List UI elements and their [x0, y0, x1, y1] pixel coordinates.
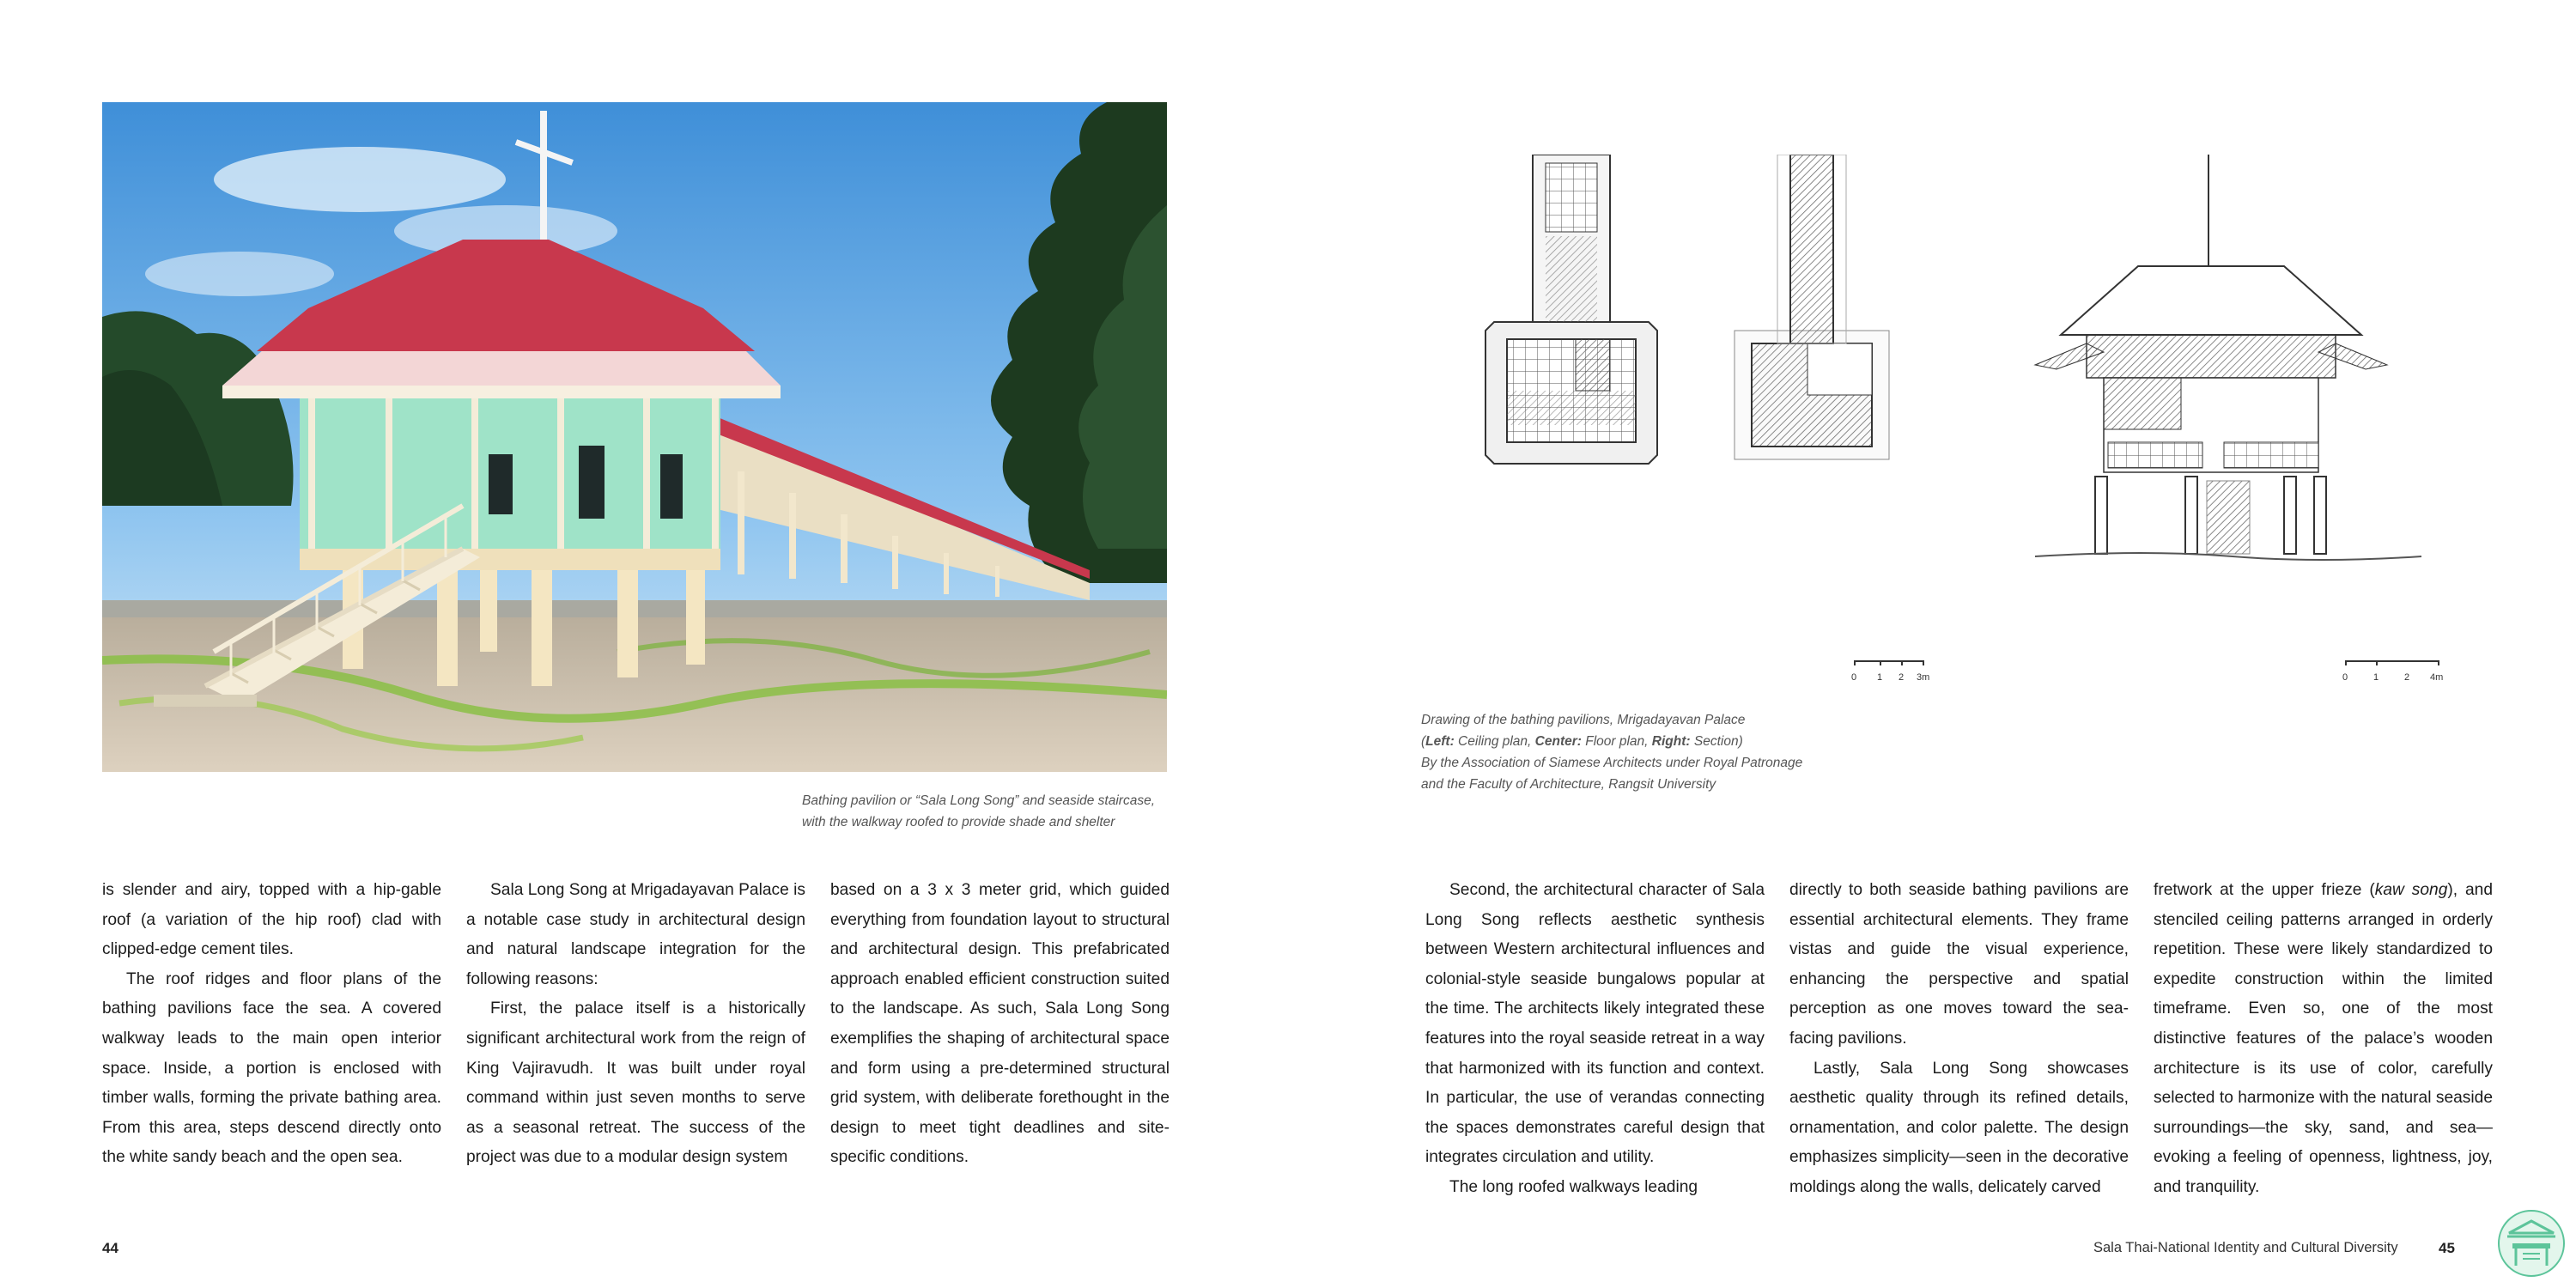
photo-caption-line-2: with the walkway roofed to provide shade and shelter — [802, 815, 1115, 829]
paragraph: Lastly, Sala Long Song showcases aesthetic quality through its refined details, ornamentation, and color palette. The design emphasizes simplicity—seen in the decorative moldings along the walls, delicately carved — [1789, 1059, 2129, 1196]
caption-fragment: Ceiling plan, — [1454, 734, 1535, 749]
scale-label: 1 — [1877, 672, 1883, 683]
scale-label: 0 — [1851, 672, 1857, 683]
drawing-caption-line-3: By the Association of Siamese Architects under Royal Patronage — [1421, 756, 1803, 770]
caption-label-center: Center: — [1534, 734, 1582, 749]
paragraph: The long roofed walkways leading — [1449, 1177, 1698, 1196]
paragraph: directly to both seaside bathing pavilions are essential architectural elements. They frame vistas and guide the visual experience, enhancing the perspective and spatial perception as one moves toward the sea-facing pavilions. — [1789, 881, 2129, 1048]
left-text-column-2 — [466, 876, 805, 1173]
page-number-left: 44 — [102, 1240, 118, 1256]
paragraph: based on a 3 x 3 meter grid, which guided everything from foundation layout to structural and architectural design. This prefabricated approach enabled efficient construction suited to the landscape. As such, Sala Long Song exemplifies the shaping of architectural space and form using a pre-determined structural grid system, with deliberate forethought in the design to meet tight deadlines and site-specific conditions. — [830, 881, 1170, 1167]
photo-caption-line-1: Bathing pavilion or “Sala Long Song” and seaside staircase, — [802, 793, 1156, 808]
scale-label: 4m — [2430, 672, 2444, 683]
text-fragment: ), and stenciled ceiling patterns arranged in orderly repetition. These were likely standardized to expedite construction within the limited timeframe. Even so, one of the most distinctive features of the palace’s wooden architecture is its use of color, carefully selected to harmonize with the natural seaside surroundings—the sky, sand, and sea—evoking a feeling of openness, lightness, joy, and tranquility. — [2154, 881, 2493, 1196]
running-head: Sala Thai-National Identity and Cultural Diversity — [2093, 1240, 2398, 1255]
caption-label-right: Right: — [1651, 734, 1691, 749]
sala-pavilion-icon — [2497, 1209, 2566, 1278]
pavilion-photo — [102, 102, 1167, 772]
paragraph: The roof ridges and floor plans of the bathing pavilions face the sea. A covered walkway leads to the main open interior space. Inside, a portion is enclosed with timber walls, forming the private bathing area. From this area, steps descend directly onto the white sandy beach and the open sea. — [102, 969, 441, 1167]
scale-label: 3m — [1917, 672, 1930, 683]
photo-caption — [802, 790, 1155, 833]
left-text-column-1 — [102, 876, 441, 1173]
scale-label: 1 — [2373, 672, 2379, 683]
paragraph — [2154, 876, 2493, 1203]
right-text-column-1 — [1425, 876, 1765, 1203]
drawing-caption-line-4: and the Faculty of Architecture, Rangsit University — [1421, 777, 1716, 792]
scale-label: 2 — [2404, 672, 2410, 683]
drawing-caption — [1421, 709, 1802, 795]
scale-label: 0 — [2342, 672, 2348, 683]
floor-plan-drawing — [1735, 155, 1889, 459]
drawing-caption-line-1: Drawing of the bathing pavilions, Mrigadayavan Palace — [1421, 713, 1746, 727]
drawing-caption-line-2 — [1421, 731, 1802, 752]
architectural-drawings — [1417, 155, 2499, 696]
right-text-column-3 — [2154, 876, 2493, 1203]
caption-fragment: Floor plan, — [1581, 734, 1652, 749]
caption-fragment: Section) — [1690, 734, 1743, 749]
italic-term: kaw song — [2374, 881, 2448, 899]
caption-label-left: Left: — [1425, 734, 1455, 749]
paragraph: is slender and airy, topped with a hip-gable roof (a variation of the hip roof) clad with clipped-edge cement tiles. — [102, 881, 441, 959]
caption-fragment: ( — [1421, 734, 1426, 749]
section-drawing — [2035, 155, 2421, 560]
paragraph: First, the palace itself is a historically significant architectural work from the reign of King Vajiravudh. It was built under royal command within just seven months to serve as a seasonal retreat. The success of the project was due to a modular design system — [466, 999, 805, 1167]
plan-scale-bar — [1851, 661, 1929, 683]
scale-label: 2 — [1899, 672, 1905, 683]
text-fragment: fretwork at the upper frieze ( — [2154, 881, 2375, 899]
right-text-column-2 — [1789, 876, 2129, 1203]
paragraph: Sala Long Song at Mrigadayavan Palace is a notable case study in architectural design and natural landscape integration for the following reasons: — [466, 881, 805, 988]
left-text-column-3 — [830, 876, 1170, 1173]
section-scale-bar — [2342, 661, 2443, 683]
ceiling-plan-drawing — [1485, 155, 1657, 464]
page-number-right: 45 — [2439, 1240, 2455, 1256]
paragraph: Second, the architectural character of Sala Long Song reflects aesthetic synthesis between Western architectural influences and colonial-style seaside bungalows popular at the time. The architects likely integrated these features into the royal seaside retreat in a way that harmonized with its function and context. In particular, the use of verandas connecting the spaces demonstrates careful design that integrates circulation and utility. — [1425, 881, 1765, 1167]
